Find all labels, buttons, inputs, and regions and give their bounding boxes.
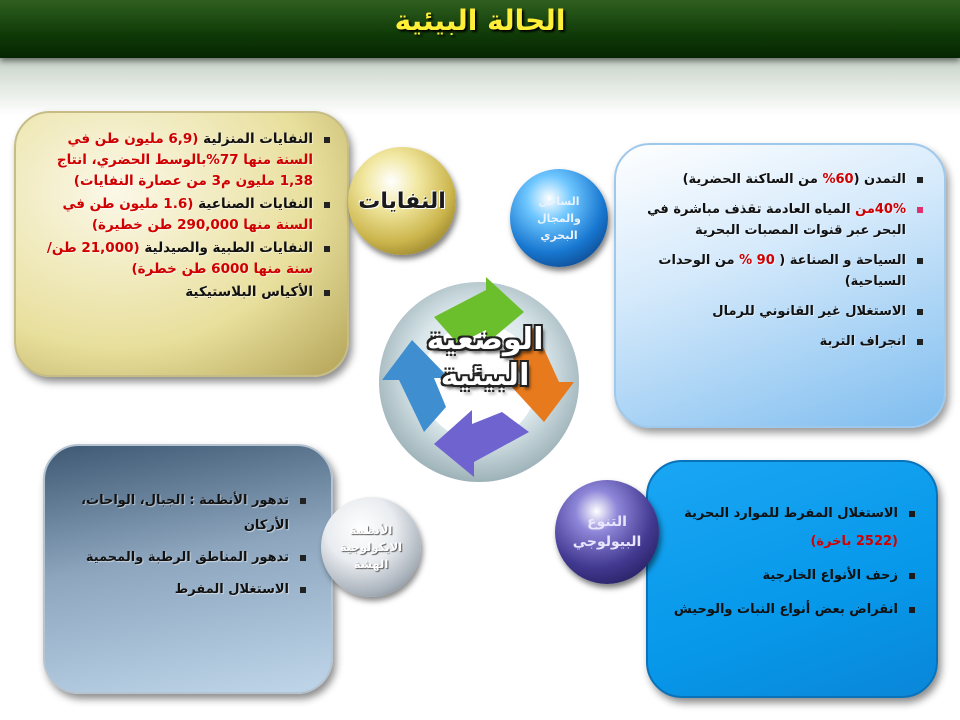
- sphere-waste: النفايات: [348, 147, 456, 255]
- list-item: انقراض بعض أنواع النبات والوحيش: [662, 596, 918, 624]
- title-bar: [0, 0, 960, 58]
- title-shade: [0, 58, 960, 116]
- list-item: تدهور المناطق الرطبة والمحمية: [59, 545, 309, 570]
- sphere-coast: الساحل والمجال البحري: [510, 169, 608, 267]
- list-item: الاستغلال المفرط للموارد البحرية (2522 باخرة): [662, 500, 918, 556]
- sphere-biodiversity: التنوع البيولوجي: [555, 480, 659, 584]
- list-item: 40%من المياه العادمة تقذف مباشرة في البحر عبر قنوات المصبات البحرية: [630, 199, 926, 241]
- waste-list: [32, 129, 333, 303]
- bio-list: [662, 500, 918, 624]
- list-item: الاستغلال غير القانوني للرمال: [630, 301, 926, 322]
- list-item: التمدن (60% من الساكنة الحضرية): [630, 169, 926, 190]
- list-item: انجراف التربة: [630, 331, 926, 352]
- coast-list: [630, 169, 926, 352]
- waste-panel: [14, 111, 349, 377]
- ecosystems-panel: [43, 444, 333, 694]
- list-item: النفايات الصناعية (1.6 مليون طن في السنة منها 290,000 طن خطيرة): [32, 194, 333, 236]
- list-item: النفايات الطبية والصيدلية (21,000 طن/سنة منها 6000 طن خطرة): [32, 238, 333, 280]
- list-item: النفايات المنزلية (6,9 مليون طن في السنة منها 77%بالوسط الحضري، انتاج 1,38 مليون م3 من عصارة النفايات): [32, 129, 333, 192]
- page-title: الحالة البيئية: [394, 4, 566, 37]
- center-label: الوضعية البيئية: [426, 322, 544, 393]
- list-item: الأكياس البلاستيكية: [32, 282, 333, 303]
- eco-list: [59, 488, 309, 602]
- list-item: تدهور الأنظمة : الجبال، الواحات، الأركان: [59, 488, 309, 538]
- list-item: الاستغلال المفرط: [59, 577, 309, 602]
- sphere-ecosystems: الأنظمة الايكولوجية الهشة: [321, 497, 421, 597]
- list-item: زحف الأنواع الخارجية: [662, 562, 918, 590]
- coast-panel: [614, 143, 946, 428]
- biodiversity-panel: [646, 460, 938, 698]
- list-item: السياحة و الصناعة ( 90 % من الوحدات السياحية): [630, 250, 926, 292]
